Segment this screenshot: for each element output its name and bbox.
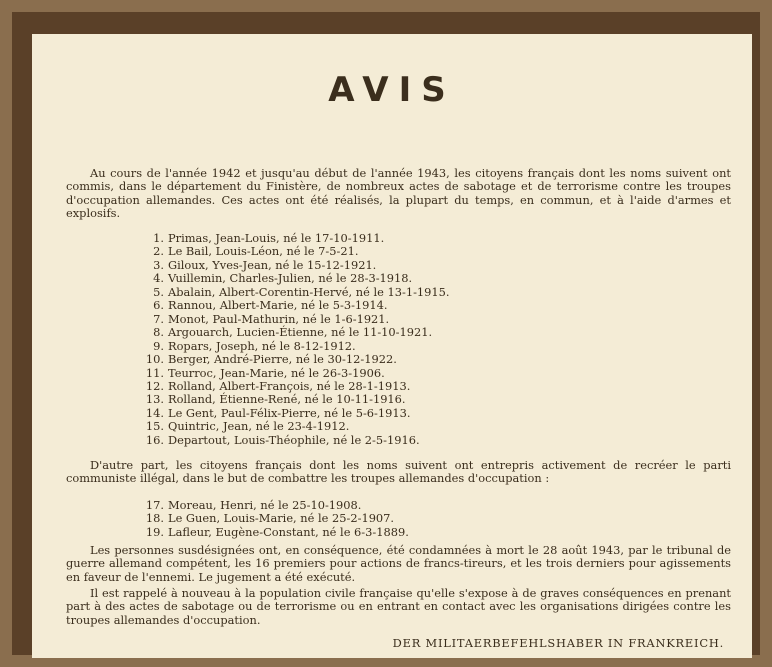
list-item-text: Berger, André-Pierre, né le 30-12-1922.: [168, 352, 397, 367]
intro-text: Au cours de l'année 1942 et jusqu'au début de l'année 1943, les citoyens français dont les noms suivent ont commis, dans le département du Finistère, de nombreux actes de sabotage et de terrorisme contre les troupes d'occupation allemandes. Ces actes ont été réalisés, la plupart du temps, en commun, et à l'aide d'armes et explosifs.: [66, 166, 731, 220]
list-item-text: Abalain, Albert-Corentin-Hervé, né le 13-1-1915.: [168, 284, 450, 299]
warning-paragraph: [66, 587, 731, 627]
list-item: [144, 420, 450, 433]
list-item-number: 10.: [145, 352, 164, 367]
list-item-text: Giloux, Yves-Jean, né le 15-12-1921.: [168, 257, 377, 272]
list-item-text: Vuillemin, Charles-Julien, né le 28-3-1918.: [168, 271, 413, 286]
list-item-number: 4.: [153, 271, 164, 286]
list-item-number: 13.: [145, 392, 164, 407]
list-item-text: Rolland, Albert-François, né le 28-1-1913.: [168, 378, 411, 393]
poster-frame: [12, 12, 760, 655]
list-item: [144, 499, 409, 512]
list-item-number: 7.: [153, 311, 164, 326]
list-item-number: 8.: [153, 325, 164, 340]
list-item-number: 2.: [153, 244, 164, 259]
list-item-text: Moreau, Henri, né le 25-10-1908.: [168, 498, 362, 512]
list-item-number: 5.: [153, 284, 164, 299]
list-item: [144, 367, 450, 380]
intro-paragraph: [66, 167, 731, 220]
list-item-number: 3.: [153, 257, 164, 272]
list-item-number: 6.: [153, 298, 164, 313]
poster-title: AVIS: [328, 70, 456, 110]
list-item: [144, 526, 409, 539]
list-item-text: Le Guen, Louis-Marie, né le 25-2-1907.: [168, 511, 395, 526]
warning-text: Il est rappelé à nouveau à la population civile française qu'elle s'expose à de graves conséquences en prenant part à des actes de sabotage ou de terrorisme ou en entrant en contact avec les organisations dirigées contre les troupes allemandes d'occupation.: [66, 586, 731, 627]
list-item-number: 14.: [145, 405, 164, 420]
list-item: [144, 380, 450, 393]
list-item: [144, 326, 450, 339]
condemned-list-1: [144, 232, 450, 447]
list-item: [144, 245, 450, 258]
list-item-number: 9.: [153, 338, 164, 353]
list-item-text: Rolland, Étienne-René, né le 10-11-1916.: [168, 392, 406, 407]
list-item: [144, 340, 450, 353]
list-item-number: 16.: [145, 432, 164, 447]
list-item-text: Le Gent, Paul-Félix-Pierre, né le 5-6-1913.: [168, 405, 411, 420]
list-item-text: Lafleur, Eugène-Constant, né le 6-3-1889.: [168, 524, 409, 539]
list-item-text: Ropars, Joseph, né le 8-12-1912.: [168, 338, 356, 353]
list-item: [144, 259, 450, 272]
list-item: [144, 393, 450, 406]
list-item: [144, 434, 450, 447]
verdict-paragraph: [66, 544, 731, 584]
list-item-text: Primas, Jean-Louis, né le 17-10-1911.: [168, 231, 385, 245]
list-item: [144, 353, 450, 366]
list-item-text: Teurroc, Jean-Marie, né le 26-3-1906.: [168, 365, 385, 380]
list-item: [144, 299, 450, 312]
verdict-text: Les personnes susdésignées ont, en conséquence, été condamnées à mort le 28 août 1943, par le tribunal de guerre allemand compétent, les 16 premiers pour actions de francs-tireurs, et les trois derniers pour agissements en faveur de l'ennemi. Le jugement a été exécuté.: [66, 543, 731, 584]
list-item: [144, 313, 450, 326]
second-text: D'autre part, les citoyens français dont les noms suivent ont entrepris activement de recréer le parti communiste illégal, dans le but de combattre les troupes allemandes d'occupation :: [66, 458, 731, 486]
list-item-number: 18.: [145, 511, 164, 526]
list-item: [144, 272, 450, 285]
list-item-text: Monot, Paul-Mathurin, né le 1-6-1921.: [168, 311, 390, 326]
poster-paper: [32, 34, 752, 658]
list-item-text: Rannou, Albert-Marie, né le 5-3-1914.: [168, 298, 388, 313]
list-item: [144, 232, 450, 245]
list-item: [144, 512, 409, 525]
list-item-number: 17.: [145, 498, 164, 512]
second-paragraph: [66, 459, 731, 486]
list-item-number: 1.: [153, 231, 164, 245]
list-item-number: 12.: [145, 378, 164, 393]
list-item-text: Argouarch, Lucien-Étienne, né le 11-10-1921.: [168, 325, 433, 340]
list-item-number: 11.: [145, 365, 164, 380]
list-item: [144, 407, 450, 420]
list-item-text: Le Bail, Louis-Léon, né le 7-5-21.: [168, 244, 359, 259]
list-item-number: 19.: [145, 524, 164, 539]
condemned-list-2: [144, 499, 409, 539]
list-item-number: 15.: [145, 419, 164, 434]
list-item-text: Departout, Louis-Théophile, né le 2-5-1916.: [168, 432, 420, 447]
list-item-text: Quintric, Jean, né le 23-4-1912.: [168, 419, 350, 434]
signature: DER MILITAERBEFEHLSHABER IN FRANKREICH.: [392, 636, 724, 650]
list-item: [144, 286, 450, 299]
